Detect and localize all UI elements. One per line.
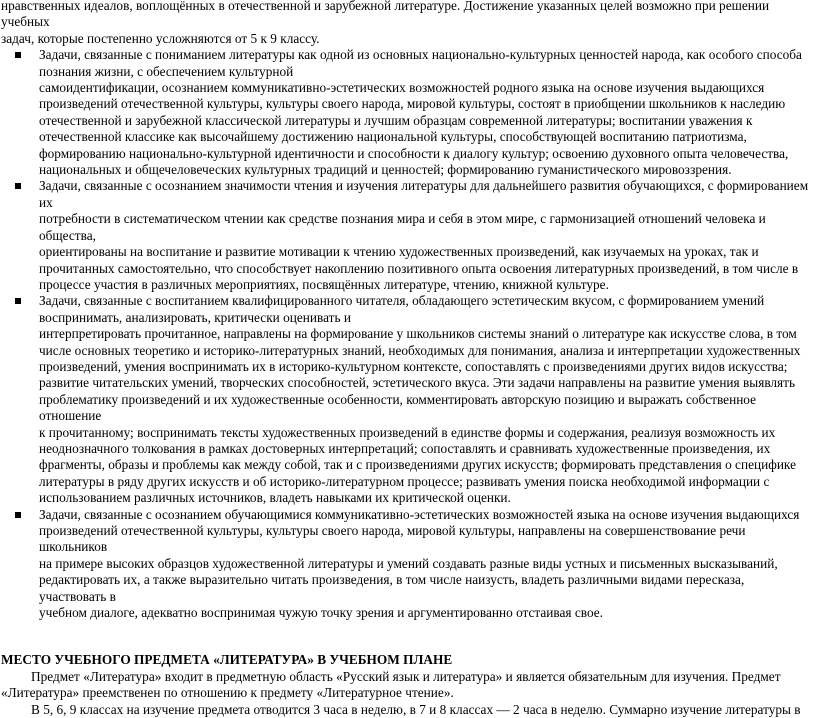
text-line: проблематику произведений и их художественные особенности, комментировать авторскую позицию и выражать собственное отношение — [39, 391, 757, 424]
text-line: Предмет «Литература» входит в предметную область «Русский язык и литература» и является обязательным для изучения. Предмет — [31, 668, 781, 684]
text-line: числе основных теоретико и историко-литературных знаний, необходимых для понимания, анализа и интерпретации художественных — [39, 342, 801, 358]
text-line: произведений, умения воспринимать их в историко-культурном контексте, сопоставлять с произведениями других видов искусства; — [39, 358, 788, 374]
text-line: прочитанных самостоятельно, что способствует накоплению позитивного опыта освоения литературных произведений, в том числе в — [39, 260, 799, 276]
text-line: формированию национально-культурной идентичности и способности к диалогу культур; освоению духовного опыта человечества, — [39, 145, 789, 161]
section-paragraph-1 — [1, 669, 810, 702]
text-line: редактировать их, а также выразительно читать произведения, в том числе наизусть, владеть различными видами пересказа, участвовать в — [39, 572, 745, 604]
text-line: отечественной и зарубежной классической литературы и лучшим образцам современной литературы; воспитании уважения к — [39, 112, 753, 128]
square-bullet-icon — [15, 183, 21, 189]
text-line: процессе участия в различных мероприятиях, посвящённых литературе, чтению, книжной культуре. — [39, 276, 609, 292]
task-item-4 — [1, 507, 810, 622]
text-line: нравственных идеалов, воплощённых в отечественной и зарубежной литературе. Достижение указанных целей возможно при решении учебных — [1, 0, 770, 30]
text-line: «Литература» преемственен по отношению к предмету «Литературное чтение». — [1, 685, 454, 701]
text-line: использованием различных источников, владеть навыками их критической оценки. — [39, 490, 511, 506]
text-line: задач, которые постепенно усложняются от 5 к 9 классу. — [1, 30, 320, 46]
text-line: отечественной классике как высочайшему достижению национальной культуры, способствующей воспитанию патриотизма, — [39, 129, 747, 145]
text-line: Задачи, связанные с осознанием значимости чтения и изучения литературы для дальнейшего развития обучающихся, с формированием их — [39, 178, 809, 210]
square-bullet-icon — [15, 298, 21, 304]
text-line: Задачи, связанные с воспитанием квалифицированного читателя, обладающего эстетическим вкусом, с формированием умений — [39, 293, 765, 309]
text-line: ориентированы на воспитание и развитие мотивации к чтению художественных произведений, как изучаемых на уроках, так и — [39, 244, 759, 260]
text-line: Задачи, связанные с пониманием литературы как одной из основных национально-культурных ценностей народа, как особого способа — [39, 47, 802, 63]
task-item-2 — [1, 178, 810, 293]
text-line: воспринимать, анализировать, критически оценивать и — [39, 309, 351, 325]
text-line: произведений отечественной культуры, культуры своего народа, мировой культуры, состоят в приобщении школьников к наследию — [39, 96, 786, 112]
text-line: потребности в систематическом чтении как средстве познания мира и себя в этом мире, с гармонизацией отношений человека и общества, — [39, 211, 766, 243]
text-line: произведений отечественной культуры, культуры своего народа, мировой культуры, направлены на совершенствование речи школьников — [39, 523, 746, 555]
text-line: познания жизни, с обеспечением культурной — [39, 63, 294, 79]
section-gap — [1, 621, 810, 652]
text-line: Задачи, связанные с осознанием обучающимися коммуникативно-эстетических возможностей языка на основе изучения выдающихся — [39, 506, 800, 522]
text-line: самоидентификации, осознанием коммуникативно-эстетических возможностей родного языка на основе изучения выдающихся — [39, 80, 765, 96]
section-heading: МЕСТО УЧЕБНОГО ПРЕДМЕТА «ЛИТЕРАТУРА» В УЧЕБНОМ ПЛАНЕ — [1, 652, 453, 668]
text-line: национальных и общечеловеческих культурных традиций и ценностей; формированию гуманистического мировоззрения. — [39, 162, 732, 178]
text-line: на примере высоких образцов художественной литературы и умений создавать разные виды устных и письменных высказываний, — [39, 555, 778, 571]
text-line: В 5, 6, 9 классах на изучение предмета отводится 3 часа в неделю, в 7 и 8 классах — 2 часа в неделю. Суммарно изучение литературы в — [31, 701, 801, 717]
text-line: интерпретировать прочитанное, направлены на формирование у школьников системы знаний о литературе как искусстве слова, в том — [39, 326, 797, 342]
square-bullet-icon — [15, 512, 21, 518]
intro-paragraph — [1, 0, 810, 47]
task-item-1 — [1, 47, 810, 178]
square-bullet-icon — [15, 52, 21, 58]
text-line: учебном диалоге, адекватно воспринимая чужую точку зрения и аргументированно отстаивая свое. — [39, 605, 603, 621]
text-line: литературы в ряду других искусств и об историко-литературном процессе; развивать умения поиска необходимой информации с — [39, 473, 770, 489]
task-item-3 — [1, 293, 810, 506]
text-line: развитие читательских умений, творческих способностей, эстетического вкуса. Эти задачи направлены на развитие умения выявлять — [39, 375, 796, 391]
task-list — [1, 47, 810, 621]
text-line: к прочитанному; воспринимать тексты художественных произведений в единстве формы и содержания, реализуя возможность их — [39, 424, 776, 440]
text-line: неоднозначного толкования в рамках достоверных интерпретаций; сопоставлять и сравнивать художественные произведения, их — [39, 440, 771, 456]
section-paragraph-2 — [1, 702, 810, 718]
text-line: фрагменты, образы и проблемы как между собой, так и с произведениями других искусств; формировать представления о специфике — [39, 457, 796, 473]
